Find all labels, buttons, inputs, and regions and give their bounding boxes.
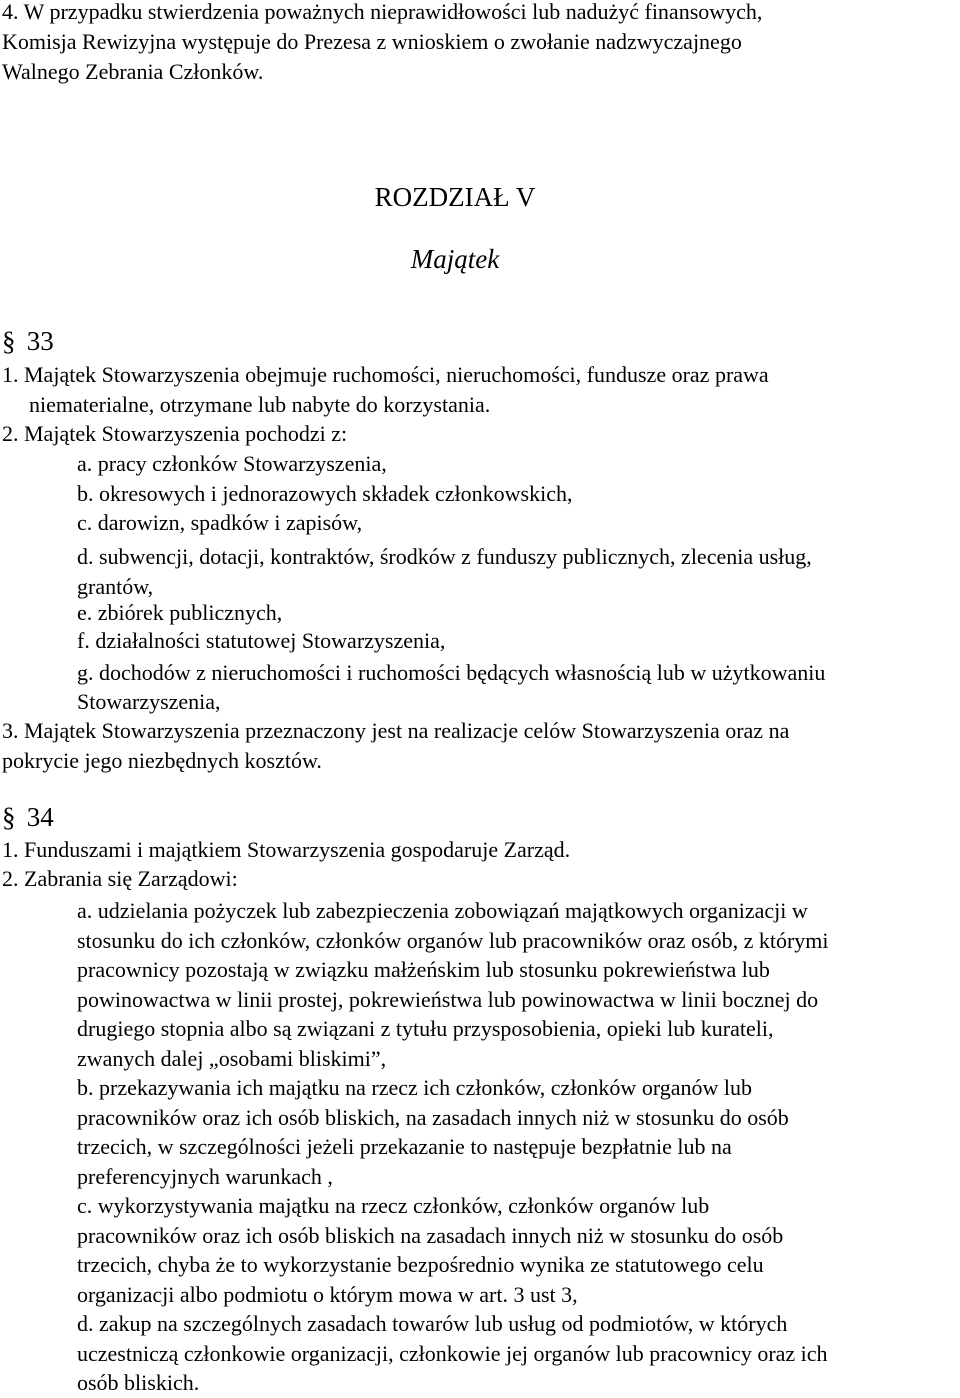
prohibition-d: d. zakup na szczególnych zasadach towarów lub usług od podmiotów, w których uczestniczą członkowie organizacji, członkowie jej organów lub pracownicy oraz ich osób bliskich. xyxy=(77,1311,828,1395)
chapter-title: Majątek xyxy=(410,244,500,274)
list-item-e: e. zbiórek publicznych, xyxy=(77,600,283,625)
section-34-item-1: 1. Funduszami i majątkiem Stowarzyszenia gospodaruje Zarząd. xyxy=(2,837,571,862)
section-33-item-1-cont: niematerialne, otrzymane lub nabyte do korzystania. xyxy=(29,392,491,417)
list-item-c: c. darowizn, spadków i zapisów, xyxy=(77,510,363,535)
intro-line-2: Komisja Rewizyjna występuje do Prezesa z wnioskiem o zwołanie nadzwyczajnego xyxy=(2,29,742,54)
section-33-item-3-cont: pokrycie jego niezbędnych kosztów. xyxy=(2,748,322,773)
prohibition-a: a. udzielania pożyczek lub zabezpieczenia zobowiązań majątkowych organizacji w stosunku do ich członków, członków organów lub pracowników oraz osób, z którymi pracownicy pozostają w związku małżeńskim lub stosunku pokrewieństwa lub powinowactwa w linii prostej, pokrewieństwa lub powinowactwa w linii bocznej do drugiego stopnia albo są związani z tytułu przysposobienia, opieki lub kurateli, zwanych dalej „osobami bliskimi”, xyxy=(77,898,829,1071)
section-33-heading xyxy=(2,326,54,357)
prohibition-b: b. przekazywania ich majątku na rzecz ich członków, członków organów lub pracowników oraz ich osób bliskich, na zasadach innych niż w stosunku do osób trzecich, w szczególności jeżeli przekazanie to następuje bezpłatnie lub na preferencyjnych warunkach , xyxy=(77,1075,789,1189)
paragraph-sign: § xyxy=(2,326,16,356)
paragraph-sign: § xyxy=(2,802,16,832)
list-item-d-cont: grantów, xyxy=(77,574,154,599)
section-number: 33 xyxy=(26,326,54,356)
list-item-a: a. pracy członków Stowarzyszenia, xyxy=(77,451,387,476)
list-item-f: f. działalności statutowej Stowarzyszenia, xyxy=(77,628,446,653)
intro-line-3: Walnego Zebrania Członków. xyxy=(2,59,264,84)
list-item-d: d. subwencji, dotacji, kontraktów, środków z funduszy publicznych, zlecenia usług, xyxy=(77,544,812,569)
chapter-heading: ROZDZIAŁ V xyxy=(374,182,536,212)
list-item-b: b. okresowych i jednorazowych składek członkowskich, xyxy=(77,481,573,506)
section-33-item-2: 2. Majątek Stowarzyszenia pochodzi z: xyxy=(2,421,348,446)
intro-number: 4. xyxy=(2,0,19,24)
intro-line-1: W przypadku stwierdzenia poważnych nieprawidłowości lub nadużyć finansowych, xyxy=(23,0,763,24)
intro-paragraph xyxy=(2,0,762,87)
section-33-item-3: 3. Majątek Stowarzyszenia przeznaczony jest na realizacje celów Stowarzyszenia oraz na xyxy=(2,718,790,743)
list-item-g: g. dochodów z nieruchomości i ruchomości będących własnością lub w użytkowaniu xyxy=(77,660,826,685)
section-33-item-1: 1. Majątek Stowarzyszenia obejmuje ruchomości, nieruchomości, fundusze oraz prawa xyxy=(2,362,769,387)
section-34-heading xyxy=(2,802,54,833)
section-number: 34 xyxy=(26,802,54,832)
prohibition-c: c. wykorzystywania majątku na rzecz członków, członków organów lub pracowników oraz ich osób bliskich na zasadach innych niż w stosunku do osób trzecich, chyba że to wykorzystanie bezpośrednio wynika ze statutowego celu organizacji albo podmiotu o którym mowa w art. 3 ust 3, xyxy=(77,1193,784,1307)
section-34-item-2: 2. Zabrania się Zarządowi: xyxy=(2,866,238,891)
list-item-g-cont: Stowarzyszenia, xyxy=(77,689,221,714)
